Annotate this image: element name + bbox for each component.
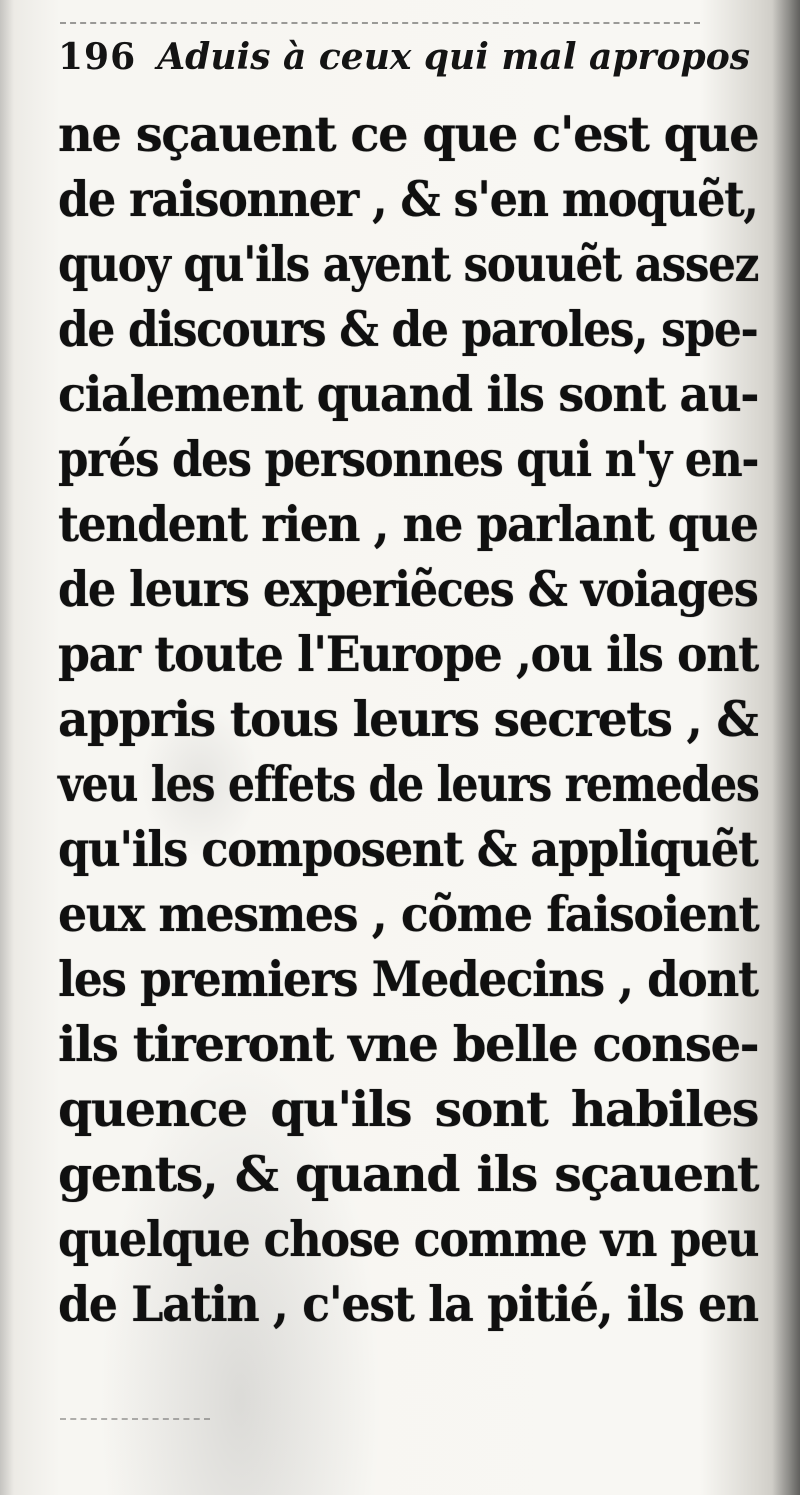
text-line: tendent rien , ne parlant que xyxy=(58,495,758,553)
text-line: gents, & quand ils sçauent xyxy=(58,1145,758,1203)
text-line: quelque chose comme vn peu xyxy=(58,1210,759,1268)
text-line: qu'ils composent & appliquẽt xyxy=(58,820,758,878)
page-left-shadow xyxy=(0,0,14,1495)
body-text xyxy=(58,102,758,1337)
text-line: de raisonner , & s'en moquẽt, xyxy=(58,170,758,228)
text-line: par toute l'Europe ,ou ils ont xyxy=(58,625,758,683)
page-binding-shadow xyxy=(772,0,800,1495)
text-line: les premiers Medecins , dont xyxy=(58,950,758,1008)
text-line: de Latin , c'est la pitié, ils en xyxy=(58,1275,758,1333)
text-line: prés des personnes qui n'y en- xyxy=(58,430,759,488)
text-line: cialement quand ils sont au- xyxy=(58,365,759,423)
page-number: 196 xyxy=(58,36,137,78)
text-line: quence qu'ils sont habiles xyxy=(58,1080,758,1138)
bottom-ink-rule xyxy=(60,1418,210,1420)
text-line: de leurs experiẽces & voiages xyxy=(58,560,758,618)
text-line: eux mesmes , cõme faisoient xyxy=(58,885,759,943)
top-ink-rule xyxy=(60,22,700,24)
text-line: appris tous leurs secrets , & xyxy=(58,690,758,748)
text-line: de discours & de paroles, spe- xyxy=(58,300,758,358)
page-header xyxy=(58,36,758,96)
text-line: quoy qu'ils ayent souuẽt assez xyxy=(58,235,759,293)
running-head: Aduis à ceux qui mal apropos xyxy=(157,36,750,78)
text-line: ils tireront vne belle conse- xyxy=(58,1015,759,1073)
text-line: ne sçauent ce que c'est que xyxy=(58,105,759,163)
text-line: veu les effets de leurs remedes xyxy=(58,755,759,813)
